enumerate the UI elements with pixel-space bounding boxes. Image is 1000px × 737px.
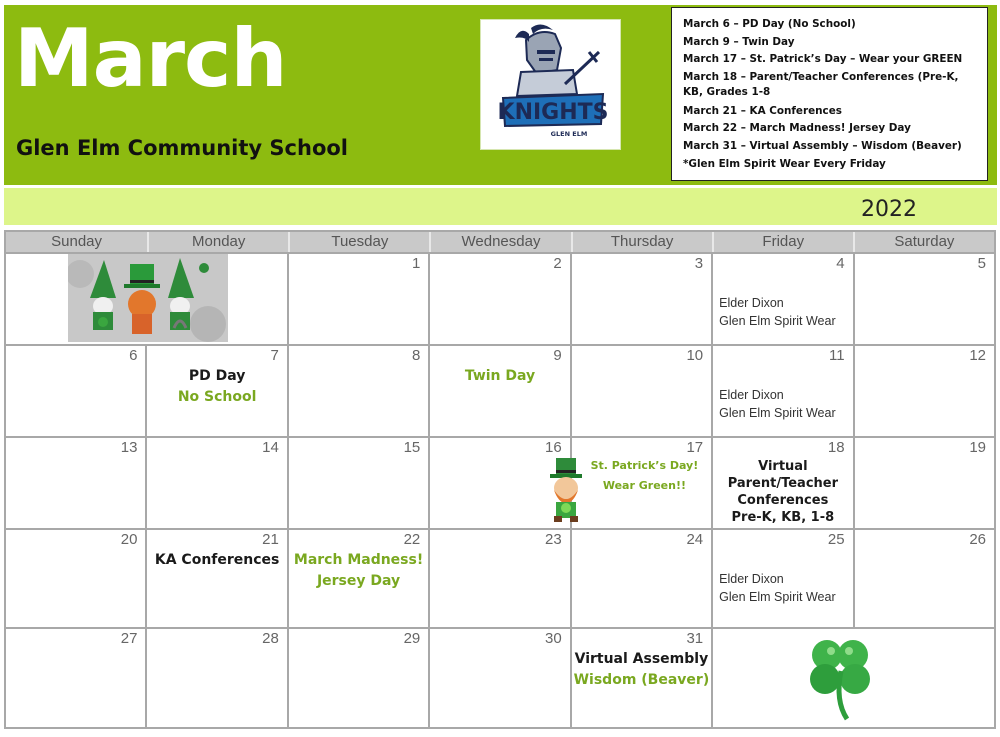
event-summary-item: March 17 – St. Patrick’s Day – Wear your GREEN: [683, 53, 963, 66]
day-cell[interactable]: 17 St. Patrick’s Day! Wear Green!!: [572, 438, 713, 530]
event-summary-item: March 6 – PD Day (No School): [683, 18, 856, 30]
event-ka-conferences: KA Conferences: [154, 552, 280, 568]
school-name: Glen Elm Community School: [16, 136, 348, 160]
weekday-label: Thursday: [571, 232, 712, 252]
weekday-label: Monday: [147, 232, 288, 252]
year-strip: [4, 188, 997, 225]
week-row: [4, 629, 996, 729]
month-title: March: [14, 12, 287, 105]
day-cell[interactable]: 26: [855, 530, 996, 629]
day-cell[interactable]: 7 PD Day No School: [147, 346, 288, 438]
day-cell[interactable]: 15: [289, 438, 430, 530]
shamrock-icon: [801, 631, 881, 723]
day-cell[interactable]: 12: [855, 346, 996, 438]
event-conferences: Virtual Parent/Teacher Conferences Pre-K, KB, 1-8: [727, 459, 839, 525]
event-summary-item: March 21 – KA Conferences: [683, 104, 842, 117]
weekday-label: Saturday: [853, 232, 994, 252]
day-cell[interactable]: 24: [572, 530, 713, 629]
day-cell[interactable]: 18 Virtual Parent/Teacher Conferences Pre-K, KB, 1-8: [713, 438, 854, 530]
event-summary-item: *Glen Elm Spirit Wear Every Friday: [683, 157, 886, 170]
knights-logo: [480, 19, 621, 150]
day-cell[interactable]: 19: [855, 438, 996, 530]
gnomes-icon: [68, 254, 228, 342]
day-cell[interactable]: 20: [6, 530, 147, 629]
shamrock-cell: [713, 629, 996, 729]
gnomes-cell: [6, 254, 289, 346]
day-cell[interactable]: 3: [572, 254, 713, 346]
event-pd-day: PD Day No School: [177, 368, 257, 405]
event-summary-item: March 22 – March Madness! Jersey Day: [683, 122, 911, 135]
knight-logo-icon: [481, 20, 622, 151]
friday-note: Elder Dixon Glen Elm Spirit Wear: [719, 572, 836, 604]
event-summary-item: March 9 – Twin Day: [683, 35, 795, 48]
day-cell[interactable]: 9 Twin Day: [430, 346, 571, 438]
day-cell[interactable]: 21 KA Conferences: [147, 530, 288, 629]
day-cell[interactable]: 28: [147, 629, 288, 729]
day-cell[interactable]: 22 March Madness! Jersey Day: [289, 530, 430, 629]
week-row: [4, 254, 996, 346]
friday-note: Elder Dixon Glen Elm Spirit Wear: [719, 388, 836, 420]
day-cell[interactable]: 31 Virtual Assembly Wisdom (Beaver): [572, 629, 713, 729]
day-cell[interactable]: 6: [6, 346, 147, 438]
weekday-label: Tuesday: [288, 232, 429, 252]
week-row: [4, 438, 996, 530]
day-cell[interactable]: 29: [289, 629, 430, 729]
svg-text:GLEN ELM: GLEN ELM: [550, 130, 588, 138]
event-summary-item: March 31 – Virtual Assembly – Wisdom (Beaver): [683, 139, 962, 152]
day-cell[interactable]: 16: [430, 438, 571, 530]
day-cell[interactable]: 13: [6, 438, 147, 530]
day-cell[interactable]: 5: [855, 254, 996, 346]
day-cell[interactable]: 4 Elder Dixon Glen Elm Spirit Wear: [713, 254, 854, 346]
weekday-label: Sunday: [51, 233, 102, 250]
week-row: [4, 530, 996, 629]
weekday-header: [4, 230, 996, 254]
calendar-grid: [4, 230, 996, 729]
day-cell[interactable]: 27: [6, 629, 147, 729]
svg-text:KNIGHTS: KNIGHTS: [497, 100, 609, 125]
event-march-madness: March Madness! Jersey Day: [293, 552, 424, 589]
day-cell[interactable]: 1: [289, 254, 430, 346]
day-cell[interactable]: 2: [430, 254, 571, 346]
day-cell[interactable]: 11 Elder Dixon Glen Elm Spirit Wear: [713, 346, 854, 438]
event-st-patricks: St. Patrick’s Day! Wear Green!!: [590, 459, 699, 492]
day-cell[interactable]: 23: [430, 530, 571, 629]
day-cell[interactable]: 10: [572, 346, 713, 438]
day-cell[interactable]: 14: [147, 438, 288, 530]
weekday-label: Wednesday: [429, 232, 570, 252]
day-cell[interactable]: 30: [430, 629, 571, 729]
day-cell[interactable]: 25 Elder Dixon Glen Elm Spirit Wear: [713, 530, 854, 629]
events-summary-box: [671, 7, 988, 181]
event-twin-day: Twin Day: [464, 368, 536, 384]
year-label: 2022: [861, 197, 917, 222]
day-cell[interactable]: 8: [289, 346, 430, 438]
week-row: [4, 346, 996, 438]
friday-note: Elder Dixon Glen Elm Spirit Wear: [719, 296, 836, 328]
event-virtual-assembly: Virtual Assembly Wisdom (Beaver): [573, 651, 710, 688]
weekday-label: Friday: [712, 232, 853, 252]
event-summary-item: March 18 – Parent/Teacher Conferences (Pre-K, KB, Grades 1-8: [683, 70, 959, 98]
